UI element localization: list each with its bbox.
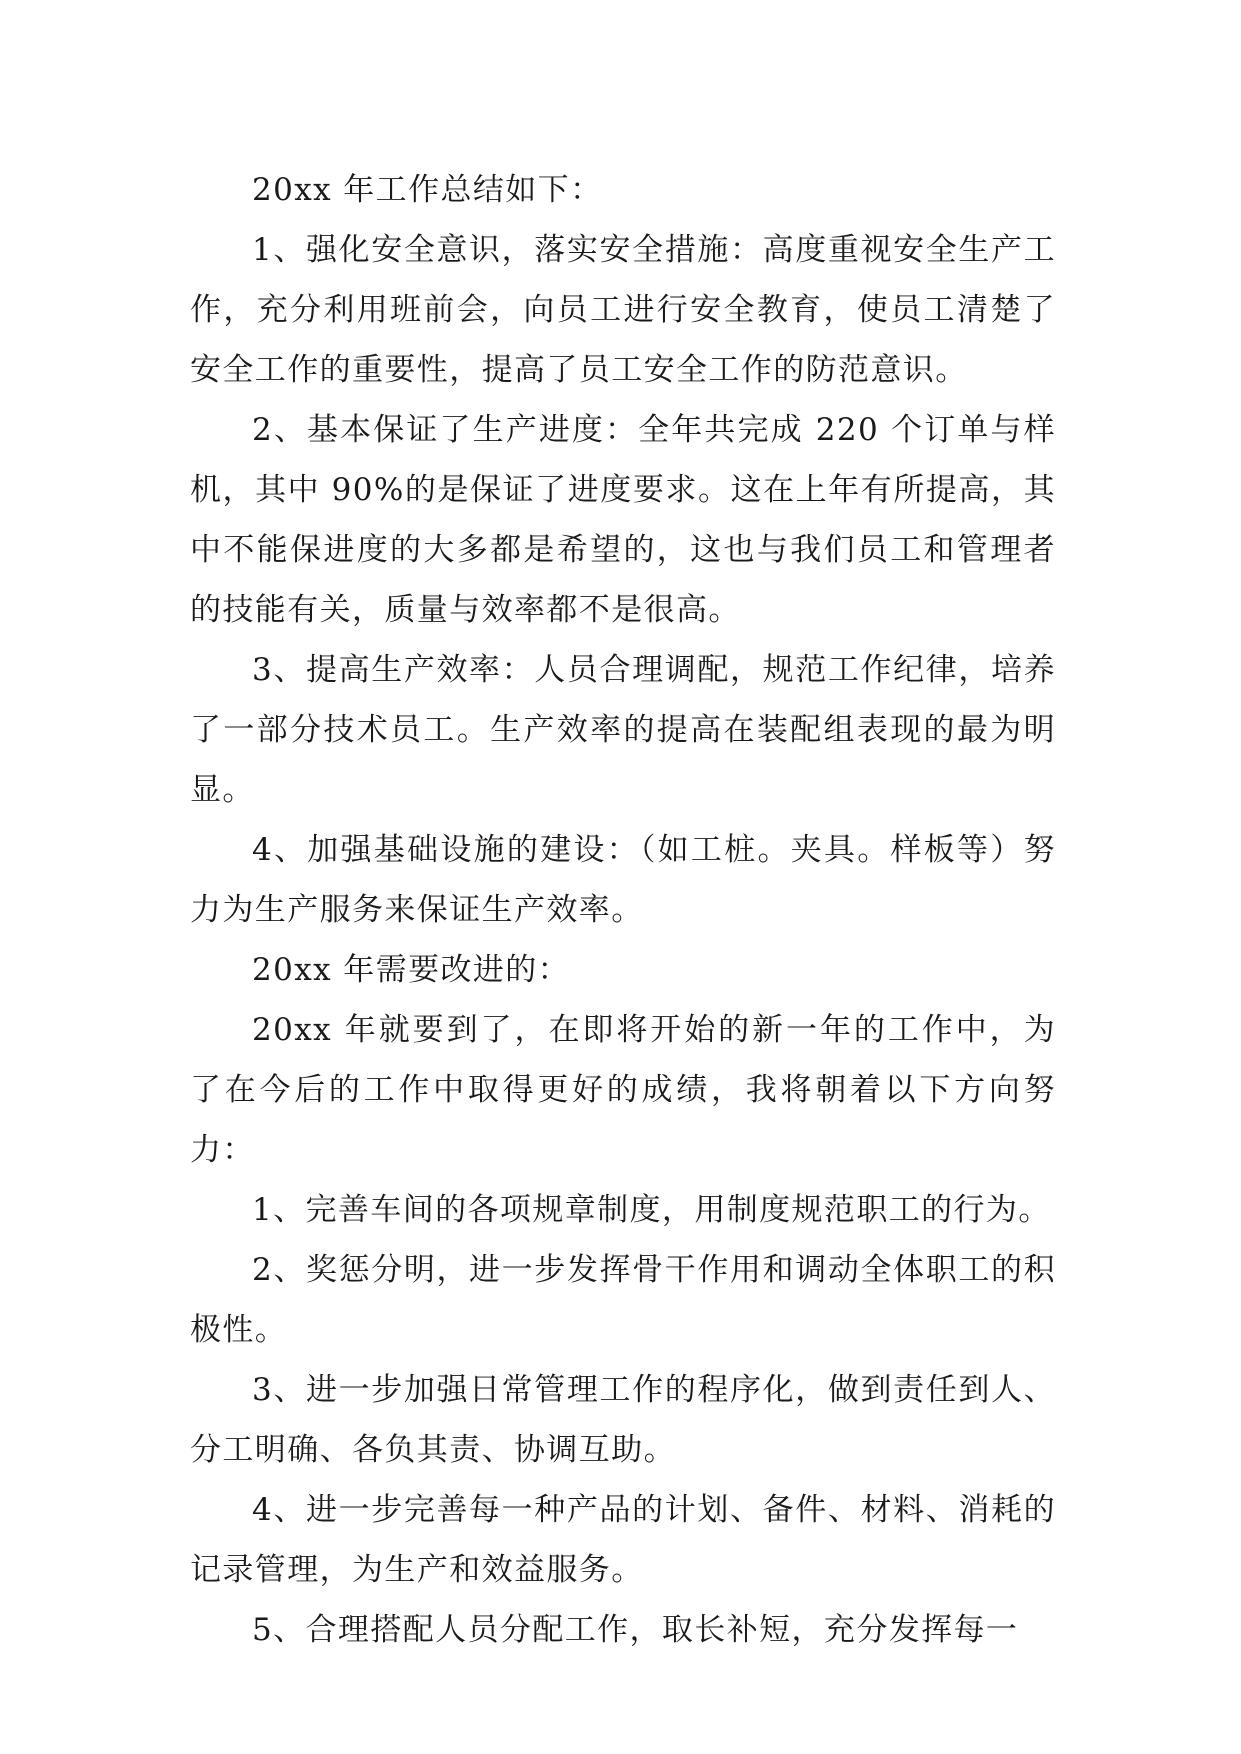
paragraph-item-3-efficiency: 3、提高生产效率：人员合理调配，规范工作纪律，培养了一部分技术员工。生产效率的提高在装配组表现的最为明显。 [190, 652, 1056, 808]
document-body [190, 160, 1056, 1660]
paragraph-plan-5: 5、合理搭配人员分配工作，取长补短，充分发挥每一 [252, 1612, 1019, 1648]
paragraph-plan-4: 4、进一步完善每一种产品的计划、备件、材料、消耗的记录管理，为生产和效益服务。 [190, 1492, 1056, 1588]
paragraph-item-2-progress: 2、基本保证了生产进度：全年共完成 220 个订单与样机，其中 90%的是保证了进度要求。这在上年有所提高，其中不能保进度的大多都是希望的，这也与我们员工和管理者的技能有关，质量与效率都不是很高。 [190, 412, 1056, 628]
paragraph-improvement-intro: 20xx 年就要到了，在即将开始的新一年的工作中，为了在今后的工作中取得更好的成绩，我将朝着以下方向努力： [190, 1012, 1056, 1168]
paragraph-item-4-infrastructure: 4、加强基础设施的建设：（如工桩。夹具。样板等）努力为生产服务来保证生产效率。 [190, 832, 1056, 928]
paragraph-summary-heading: 20xx 年工作总结如下： [252, 172, 603, 208]
paragraph-plan-2: 2、奖惩分明，进一步发挥骨干作用和调动全体职工的积极性。 [190, 1252, 1056, 1348]
paragraph-improvement-heading: 20xx 年需要改进的： [252, 952, 571, 988]
paragraph-item-1-safety: 1、强化安全意识，落实安全措施：高度重视安全生产工作，充分利用班前会，向员工进行安全教育，使员工清楚了安全工作的重要性，提高了员工安全工作的防范意识。 [190, 232, 1056, 388]
paragraph-plan-1: 1、完善车间的各项规章制度，用制度规范职工的行为。 [252, 1192, 1051, 1228]
paragraph-plan-3: 3、进一步加强日常管理工作的程序化，做到责任到人、分工明确、各负其责、协调互助。 [190, 1372, 1056, 1468]
